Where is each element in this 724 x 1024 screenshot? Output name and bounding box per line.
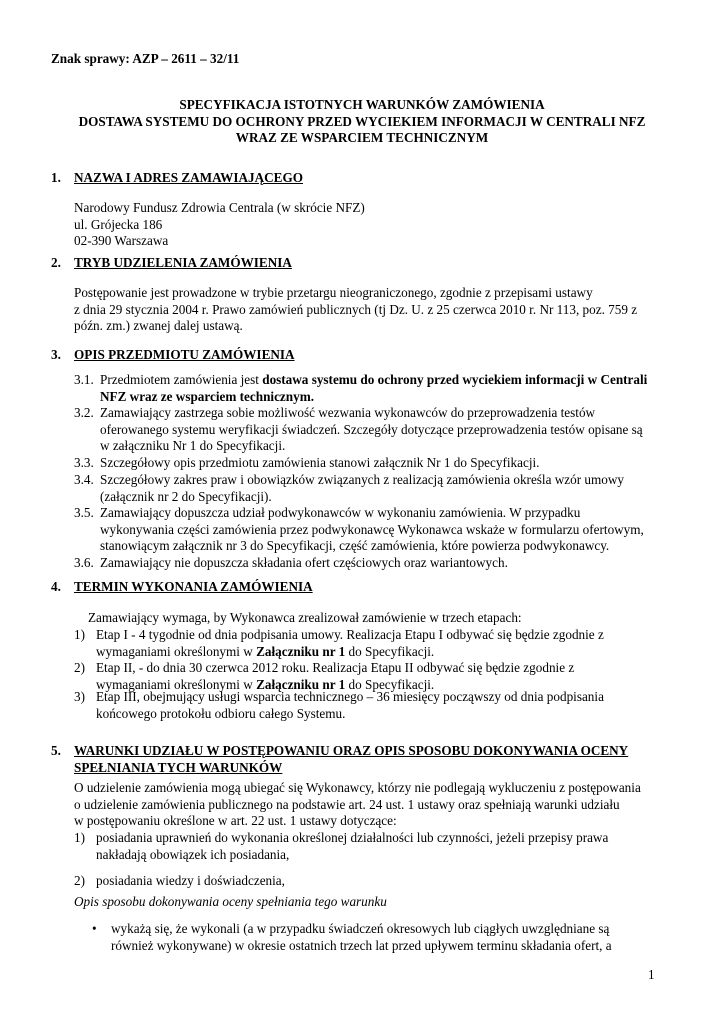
list-item: 3.1. Przedmiotem zamówienia jest dostawa systemu do ochrony przed wyciekiem informacji w Centrali NFZ wraz ze wsparciem technicznym. [74, 372, 648, 404]
section-3-number: 3. [51, 347, 61, 362]
section-2-number: 2. [51, 255, 61, 270]
section-1-number: 1. [51, 170, 61, 185]
list-item: 3.6. Zamawiający nie dopuszcza składania ofert częściowych oraz wariantowych. [74, 555, 508, 570]
case-reference: Znak sprawy: AZP – 2611 – 32/11 [51, 51, 240, 66]
list-item: 3.4. Szczegółowy zakres praw i obowiązków związanych z realizacją zamówienia określa wzór umowy (załącznik nr 2 do Specyfikacji). [74, 472, 624, 504]
title-line-3: WRAZ ZE WSPARCIEM TECHNICZNYM [235, 130, 489, 146]
list-item: 1) posiadania uprawnień do wykonania określonej działalności lub czynności, jeżeli przepisy prawa nakładają obowiązek ich posiadania, [74, 830, 609, 862]
document-title [40, 97, 684, 147]
list-item: 1) Etap I - 4 tygodnie od dnia podpisania umowy. Realizacja Etapu I odbywać się będzie zgodnie z wymaganiami określonymi w Załączniku nr 1 do Specyfikacji. [74, 627, 604, 659]
list-item: 2) posiadania wiedzy i doświadczenia, [74, 873, 285, 888]
ordering-party-address: Narodowy Fundusz Zdrowia Centrala (w skrócie NFZ) ul. Grójecka 186 02-390 Warszawa [74, 200, 365, 249]
section-4-title: TERMIN WYKONANIA ZAMÓWIENIA [74, 579, 313, 594]
evaluation-method-heading: Opis sposobu dokonywania oceny spełniania tego warunku [74, 894, 387, 909]
list-item: 3.3. Szczegółowy opis przedmiotu zamówienia stanowi załącznik Nr 1 do Specyfikacji. [74, 455, 540, 470]
page-number: 1 [648, 967, 655, 982]
title-line-1: SPECYFIKACJA ISTOTNYCH WARUNKÓW ZAMÓWIENIA [179, 97, 545, 112]
list-item: • wykażą się, że wykonali (a w przypadku świadczeń okresowych lub ciągłych uwzględniane są również wykonywane) w okresie ostatnich trzech lat przed upływem terminu składania ofert, a [92, 921, 612, 953]
section-4-intro: Zamawiający wymaga, by Wykonawca zrealizował zamówienie w trzech etapach: [88, 610, 522, 625]
section-5-number: 5. [51, 743, 61, 758]
section-4-number: 4. [51, 579, 61, 594]
section-3-title: OPIS PRZEDMIOTU ZAMÓWIENIA [74, 347, 295, 362]
section-2-title: TRYB UDZIELENIA ZAMÓWIENIA [74, 255, 292, 270]
list-item: 3) Etap III, obejmujący usługi wsparcia technicznego – 36 miesięcy począwszy od dnia podpisania końcowego protokołu odbioru całego Systemu. [74, 689, 604, 721]
list-item: 3.2. Zamawiający zastrzega sobie możliwość wezwania wykonawców do przeprowadzenia testów oferowanego systemu weryfikacji świadczeń. Szczegóły dotyczące przeprowadzenia testów opisane są w załączniku Nr 1 do Specyfikacji. [74, 405, 643, 454]
list-item: 2) Etap II, - do dnia 30 czerwca 2012 roku. Realizacja Etapu II odbywać się będzie zgodnie z wymaganiami określonymi w Załączniku nr 1 do Specyfikacji. [74, 660, 575, 692]
section-1-title: NAZWA I ADRES ZAMAWIAJĄCEGO [74, 170, 303, 185]
section-5-title: WARUNKI UDZIAŁU W POSTĘPOWANIU ORAZ OPIS SPOSOBU DOKONYWANIA OCENY SPEŁNIANIA TYCH WARUNKÓW [74, 743, 629, 775]
bullet-icon: • [92, 921, 97, 936]
title-line-2: DOSTAWA SYSTEMU DO OCHRONY PRZED WYCIEKIEM INFORMACJI W CENTRALI NFZ [78, 113, 646, 129]
list-item: 3.5. Zamawiający dopuszcza udział podwykonawców w wykonaniu zamówienia. W przypadku wykonywania części zamówienia przez podwykonawcę Wykonawca wskaże w formularzu ofertowym, stanowiącym załącznik nr 3 do Specyfikacji, część zamówienia, które powierza podwykonawcy. [74, 505, 644, 554]
section-5-paragraph: O udzielenie zamówienia mogą ubiegać się Wykonawcy, którzy nie podlegają wykluczeniu z postępowania o udzielenie zamówienia publicznego na podstawie art. 24 ust. 1 ustawy oraz spełniają warunki udziału w postępowaniu określone w art. 22 ust. 1 ustawy dotyczące: [74, 780, 641, 829]
section-2-paragraph: Postępowanie jest prowadzone w trybie przetargu nieograniczonego, zgodnie z przepisami ustawy z dnia 29 stycznia 2004 r. Prawo zamówień publicznych (tj Dz. U. z 25 czerwca 2010 r. Nr 113, poz. 759 z późn. zm.) zwanej dalej ustawą. [74, 285, 638, 334]
